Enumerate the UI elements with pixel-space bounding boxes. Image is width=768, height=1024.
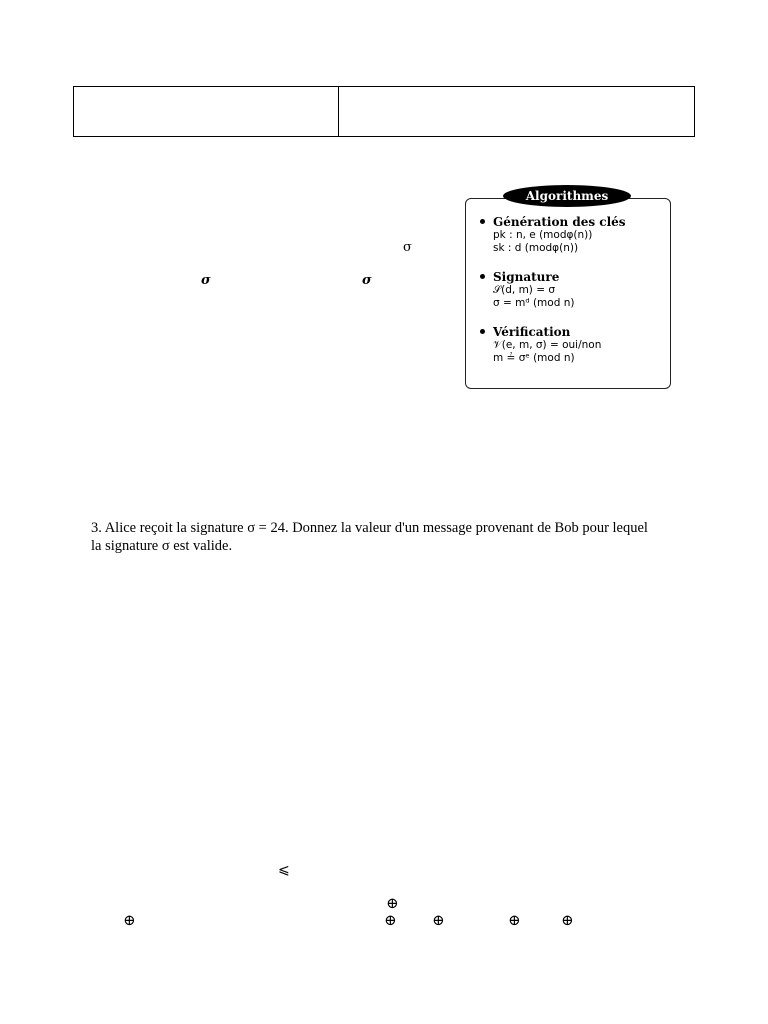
sigma-symbol: σ (362, 273, 372, 288)
bullet-icon (480, 274, 485, 279)
algo-line: sk : d (modφ(n)) (493, 242, 579, 254)
algo-line: pk : n, e (modφ(n)) (493, 229, 593, 241)
xor-symbol: ⊕ (386, 896, 399, 912)
sigma-symbol: σ (403, 240, 412, 255)
header-table (73, 86, 695, 137)
algo-line: m ≟ σᵉ (mod n) (493, 352, 575, 364)
algo-section-verification (480, 324, 601, 365)
algo-section-heading: Signature (493, 269, 560, 284)
xor-symbol: ⊕ (384, 913, 397, 929)
algo-section-signature (480, 269, 574, 310)
question-3 (91, 519, 691, 555)
header-cell-right (339, 87, 694, 136)
xor-symbol: ⊕ (432, 913, 445, 929)
leq-symbol: ⩽ (278, 863, 290, 878)
question-line: 3. Alice reçoit la signature σ = 24. Donnez la valeur d'un message provenant de Bob pour lequel (91, 520, 648, 536)
algo-section-heading: Génération des clés (493, 214, 626, 229)
question-line: la signature σ est valide. (91, 538, 233, 554)
header-cell-left (74, 87, 339, 136)
xor-symbol: ⊕ (561, 913, 574, 929)
algorithms-box (465, 198, 671, 389)
sigma-symbol: σ (201, 273, 211, 288)
xor-symbol: ⊕ (508, 913, 521, 929)
xor-symbol: ⊕ (123, 913, 136, 929)
algo-line: 𝒮(d, m) = σ (493, 284, 556, 296)
algorithms-title: Algorithmes (503, 185, 631, 207)
algo-section-heading: Vérification (493, 324, 571, 339)
bullet-icon (480, 219, 485, 224)
algo-line: 𝒱(e, m, σ) = oui/non (493, 339, 602, 351)
algo-section-keygen (480, 214, 626, 255)
bullet-icon (480, 329, 485, 334)
algo-line: σ = mᵈ (mod n) (493, 297, 575, 309)
